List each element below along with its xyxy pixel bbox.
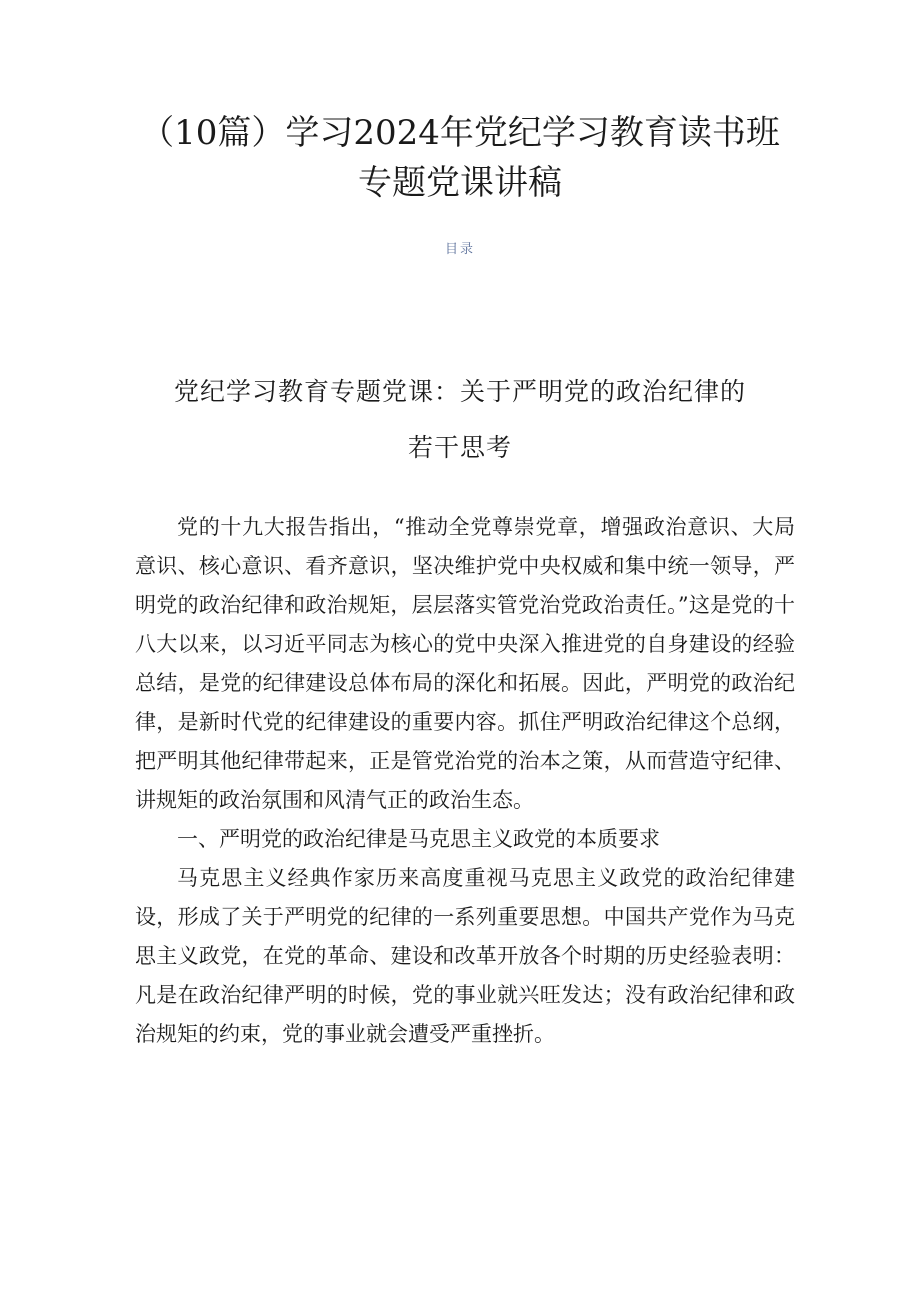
subheading-one: 一、严明党的政治纪律是马克思主义政党的本质要求: [177, 827, 660, 851]
document-title-line-1: （10篇）学习2024年党纪学习教育读书班: [140, 113, 780, 153]
paragraph-marxism: 马克思主义经典作家历来高度重视马克思主义政党的政治纪律建设，形成了关于严明党的纪律的一系列重要思想。中国共产党作为马克思主义政党，在党的革命、建设和改革开放各个时期的历史经验表明：凡是在政治纪律严明的时候，党的事业就兴旺发达；没有政治纪律和政治规矩的约束，党的事业就会遭受严重挫折。: [135, 866, 795, 1046]
section-title-line-2: 若干思考: [407, 433, 512, 462]
document-title-line-2: 专题党课讲稿: [358, 163, 562, 203]
table-of-contents-label: 目录: [444, 242, 475, 257]
section-title: [0, 364, 920, 476]
document-title: [0, 108, 920, 208]
body-text: [135, 508, 795, 1054]
paragraph-intro: 党的十九大报告指出，“推动全党尊崇党章，增强政治意识、大局意识、核心意识、看齐意识，坚决维护党中央权威和集中统一领导，严明党的政治纪律和政治规矩，层层落实管党治党政治责任。”这是党的十八大以来，以习近平同志为核心的党中央深入推进党的自身建设的经验总结，是党的纪律建设总体布局的深化和拓展。因此，严明党的政治纪律，是新时代党的纪律建设的重要内容。抓住严明政治纪律这个总纲，把严明其他纪律带起来，正是管党治党的治本之策，从而营造守纪律、讲规矩的政治氛围和风清气正的政治生态。: [135, 515, 795, 812]
section-title-line-1: 党纪学习教育专题党课：关于严明党的政治纪律的: [173, 377, 746, 406]
